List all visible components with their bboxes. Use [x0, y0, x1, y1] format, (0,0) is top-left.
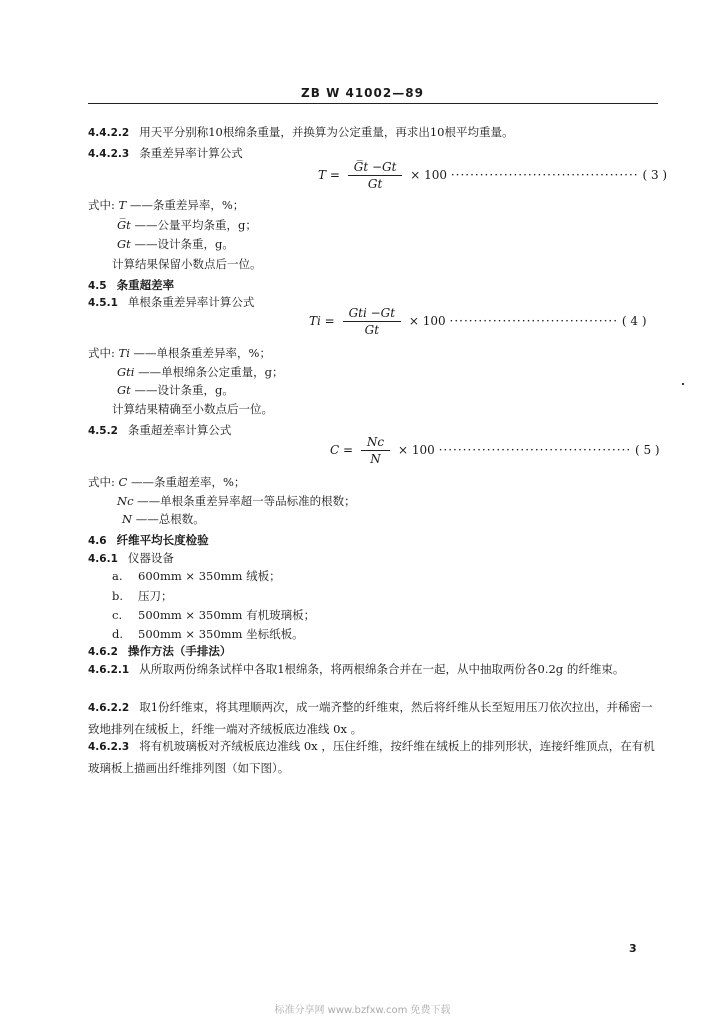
section-4-6-2-3	[88, 736, 658, 779]
where-symbol: Gt	[117, 237, 131, 251]
where-symbol: Nc	[117, 494, 134, 508]
fraction-denominator: Gt	[367, 177, 383, 191]
section-text: 单根条重差异率计算公式	[127, 295, 255, 309]
section-4-6-1	[88, 548, 658, 570]
section-number: 4.6.2.1	[88, 664, 130, 676]
list-text: 压刀；	[138, 589, 173, 603]
section-number: 4.6.1	[88, 553, 118, 565]
list-marker: b.	[112, 589, 124, 603]
section-4-4-2-2	[88, 122, 658, 144]
list-marker: a.	[112, 569, 123, 583]
equation-5	[330, 435, 660, 466]
document-header: ZB W 41002—89	[301, 86, 424, 100]
where-symbol: G̅t	[117, 218, 131, 232]
section-title: 操作方法（手排法）	[127, 644, 232, 658]
equation-fraction	[343, 306, 402, 337]
section-number: 4.5.2	[88, 425, 118, 437]
leader-dots: ·······································	[450, 168, 639, 182]
section-text: 仪器设备	[127, 551, 174, 565]
section-number: 4.6	[88, 535, 107, 547]
where-desc: ——设计条重，g。	[134, 237, 234, 251]
where-line	[88, 474, 245, 490]
where-desc: ——单根条重差异率，%；	[133, 346, 271, 360]
where-desc: ——条重超差率，%；	[131, 475, 246, 489]
where-line	[117, 493, 356, 509]
where-line	[88, 345, 271, 361]
list-item	[112, 568, 281, 584]
where-desc: ——总根数。	[135, 512, 205, 526]
section-4-6-2-1	[88, 659, 658, 681]
where-prefix: 式中:	[88, 198, 115, 212]
section-text: 将有机玻璃板对齐绒板底边准线 0x ，压住纤维，按纤维在绒板上的排列形状，连接纤维顶点，在有机玻璃板上描画出纤维排列图（如下图）。	[88, 739, 655, 775]
equation-tag: ( 4 )	[621, 314, 647, 328]
where-line	[117, 364, 284, 380]
list-marker: c.	[112, 608, 123, 622]
equation-3	[318, 160, 667, 191]
where-line	[122, 511, 205, 527]
where-line	[117, 382, 234, 398]
list-item	[112, 607, 315, 623]
where-line	[117, 217, 257, 233]
equation-lhs: Ti	[309, 314, 321, 328]
equation-multiplier: × 100	[410, 168, 448, 182]
list-text: 500mm × 350mm 坐标纸板。	[138, 627, 304, 641]
where-symbol: N	[122, 512, 133, 526]
equation-fraction	[348, 160, 403, 191]
section-text: 条重超差率计算公式	[127, 423, 232, 437]
where-desc: ——单根条重差异率超一等品标准的根数；	[137, 494, 356, 508]
margin-speck	[682, 383, 684, 385]
equation-lhs: T	[318, 168, 327, 182]
equation-tag: ( 5 )	[634, 443, 660, 457]
where-symbol: Gt	[117, 383, 131, 397]
list-marker: d.	[112, 627, 124, 641]
section-number: 4.5	[88, 280, 107, 292]
section-number: 4.6.2	[88, 646, 118, 658]
equation-equals: =	[324, 314, 335, 328]
list-item	[112, 588, 173, 604]
section-number: 4.4.2.2	[88, 127, 130, 139]
equation-tag: ( 3 )	[642, 168, 668, 182]
header-rule	[88, 103, 658, 104]
where-desc: ——公量平均条重，g；	[134, 218, 257, 232]
where-prefix: 式中:	[88, 475, 115, 489]
equation-multiplier: × 100	[397, 443, 435, 457]
where-line	[88, 197, 244, 213]
section-title: 条重超差率	[116, 278, 175, 292]
where-symbol: T	[118, 198, 127, 212]
section-number: 4.5.1	[88, 297, 118, 309]
calc-note: 计算结果保留小数点后一位。	[112, 257, 262, 271]
where-desc: ——单根绵条公定重量，g；	[138, 365, 284, 379]
calc-note: 计算结果精确至小数点后一位。	[112, 402, 273, 416]
section-number: 4.4.2.3	[88, 148, 130, 160]
section-text: 条重差异率计算公式	[139, 146, 243, 160]
where-prefix: 式中:	[88, 346, 115, 360]
leader-dots: ········································	[438, 443, 632, 457]
list-item	[112, 626, 304, 642]
watermark-footer: 标准分享网 www.bzfxw.com 免费下载	[274, 1005, 451, 1016]
list-text: 600mm × 350mm 绒板；	[138, 569, 281, 583]
equation-lhs: C	[330, 443, 340, 457]
section-number: 4.6.2.2	[88, 702, 130, 714]
section-title: 纤维平均长度检验	[116, 533, 209, 547]
equation-equals: =	[343, 443, 354, 457]
section-text: 取1份纤维束，将其理顺两次，成一端齐整的纤维束，然后将纤维从长至短用压刀依次拉出，并稀密一致地排列在绒板上，纤维一端对齐绒板底边准线 0x 。	[88, 700, 653, 736]
where-desc: ——条重差异率，%；	[129, 198, 245, 212]
section-4-6-2-2	[88, 697, 658, 740]
page-number: 3	[629, 942, 637, 955]
equation-equals: =	[329, 168, 340, 182]
fraction-denominator: N	[370, 452, 381, 466]
fraction-numerator: Gti −Gt	[343, 306, 402, 322]
equation-multiplier: × 100	[408, 314, 446, 328]
fraction-numerator: G̅t −Gt	[348, 160, 403, 176]
where-symbol: Gti	[117, 365, 135, 379]
list-text: 500mm × 350mm 有机玻璃板；	[138, 608, 316, 622]
where-symbol: Ti	[118, 346, 130, 360]
equation-fraction	[361, 435, 390, 466]
where-desc: ——设计条重，g。	[134, 383, 234, 397]
section-text: 用天平分别称10根绵条重量，并换算为公定重量，再求出10根平均重量。	[139, 125, 514, 139]
section-number: 4.6.2.3	[88, 741, 130, 753]
equation-4	[309, 306, 647, 337]
section-text: 从所取两份绵条试样中各取1根绵条，将两根绵条合并在一起，从中抽取两份各0.2g 的纤维束。	[139, 662, 625, 676]
where-symbol: C	[118, 475, 128, 489]
leader-dots: ···································	[449, 314, 619, 328]
fraction-numerator: Nc	[361, 435, 390, 451]
where-line	[117, 236, 234, 252]
fraction-denominator: Gt	[364, 323, 380, 337]
